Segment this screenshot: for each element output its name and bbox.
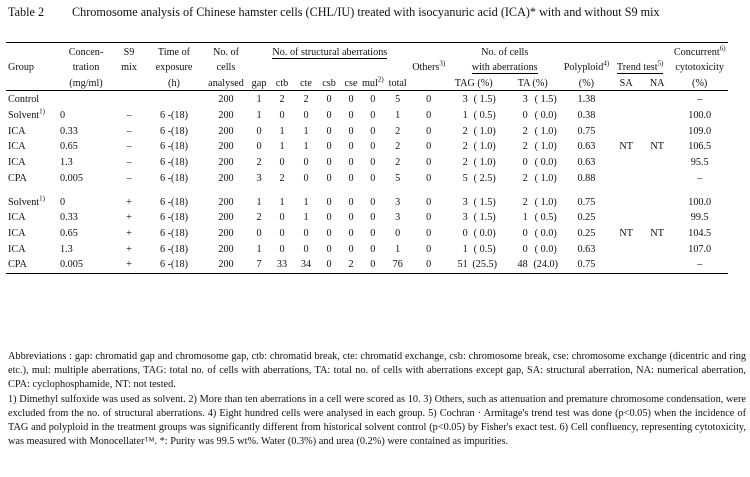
- ta-count-cell: 2: [522, 172, 528, 184]
- ctb-cell: 2: [279, 94, 285, 106]
- tag-count-cell: 3: [462, 196, 468, 208]
- csb-cell: 0: [326, 227, 332, 239]
- cyto-cell: 100.0: [688, 110, 712, 122]
- ta-count-cell: 48: [517, 259, 528, 271]
- ctb-cell: 1: [279, 141, 285, 153]
- group-header: Group: [8, 62, 35, 74]
- time-cell: 6 -(18): [159, 196, 188, 208]
- others-cell: 0: [426, 94, 432, 106]
- ncells-header-1: No. of: [212, 46, 240, 58]
- tag-pct-cell: ( 0.5): [473, 243, 496, 255]
- ta-pct-cell: ( 1.0): [534, 172, 557, 184]
- cse-cell: 0: [348, 157, 354, 169]
- polyploid-cell: 0.88: [577, 172, 596, 184]
- group-name: Control: [8, 94, 40, 106]
- na-cell: [643, 92, 671, 108]
- cyto-cell: 106.5: [688, 141, 712, 153]
- ta-header: TA (%): [517, 78, 548, 90]
- na-cell: NT: [650, 227, 664, 239]
- cte-cell: 1: [303, 125, 309, 137]
- csb-header: csb: [322, 78, 336, 90]
- gap-cell: 0: [256, 125, 262, 137]
- cse-cell: 2: [348, 259, 354, 271]
- conc-header-1: Concen-: [68, 46, 104, 58]
- gap-cell: 0: [256, 227, 262, 239]
- cyto-cell: 95.5: [690, 157, 709, 169]
- total-cell: 1: [395, 243, 401, 255]
- tag-pct-cell: ( 1.0): [473, 125, 496, 137]
- table-row: [6, 171, 728, 187]
- ta-count-cell: 2: [522, 125, 528, 137]
- cells-ab-header-1: No. of cells: [481, 46, 529, 58]
- ta-pct-cell: (24.0): [533, 259, 559, 271]
- table-row: [6, 226, 728, 242]
- s9-cell: [114, 92, 144, 108]
- mul-cell: 0: [370, 110, 376, 122]
- conc-cell: 0.65: [60, 227, 78, 239]
- csb-cell: 0: [326, 157, 332, 169]
- ta-pct-cell: ( 0.0): [534, 227, 557, 239]
- cse-cell: 0: [348, 243, 354, 255]
- sa-header: SA: [619, 78, 633, 90]
- ncells-cell: 200: [218, 259, 234, 271]
- cse-cell: 0: [348, 227, 354, 239]
- cyto-header-2: cytotoxicity: [675, 62, 725, 74]
- time-header-3: (h): [168, 78, 180, 90]
- cyto-header-3: (%): [692, 78, 708, 90]
- ctb-cell: 2: [279, 172, 285, 184]
- ctb-cell: 0: [279, 227, 285, 239]
- csb-cell: 0: [326, 259, 332, 271]
- cse-cell: 0: [348, 125, 354, 137]
- mul-cell: 0: [370, 141, 376, 153]
- mul-cell: 0: [370, 125, 376, 137]
- group-cell: [6, 257, 58, 273]
- csb-cell: 0: [326, 125, 332, 137]
- s9-cell: –: [126, 157, 132, 169]
- time-header-2: exposure: [155, 62, 193, 74]
- ncells-header-3: analysed: [208, 78, 244, 90]
- s9-header-1: S9: [123, 46, 135, 58]
- tag-count-cell: 2: [462, 141, 468, 153]
- mul-cell: 0: [370, 196, 376, 208]
- cyto-cell: 100.0: [688, 196, 712, 208]
- ncells-header-2: cells: [216, 62, 236, 74]
- time-cell: [144, 92, 204, 108]
- time-cell: 6 -(18): [159, 227, 188, 239]
- group-cell: [6, 92, 58, 108]
- mul-cell: 0: [370, 212, 376, 224]
- table-notes: [8, 350, 746, 449]
- ta-count-cell: 0: [522, 157, 528, 169]
- s9-header-2: mix: [121, 62, 137, 74]
- cte-cell: 0: [303, 227, 309, 239]
- na-cell: [643, 210, 671, 226]
- cyto-header-1: Concurrent$^{6)}$: [673, 44, 726, 58]
- ta-pct-cell: ( 1.5): [534, 94, 557, 106]
- mul-cell: 0: [370, 243, 376, 255]
- cse-cell: 0: [348, 110, 354, 122]
- mul-header: mul$^{2)}$: [362, 75, 384, 90]
- total-cell: 5: [395, 172, 401, 184]
- polyploid-cell: 0.63: [577, 141, 596, 153]
- csb-cell: 0: [326, 94, 332, 106]
- gap-cell: 3: [256, 172, 262, 184]
- ctb-cell: 0: [279, 157, 285, 169]
- ncells-cell: 200: [218, 172, 234, 184]
- csb-cell: 0: [326, 243, 332, 255]
- total-cell: 2: [395, 157, 401, 169]
- sa-cell: [609, 210, 643, 226]
- struct-span-header: No. of structural aberrations: [272, 46, 388, 58]
- s9-cell: –: [126, 125, 132, 137]
- tag-pct-cell: ( 1.5): [473, 94, 496, 106]
- cte-cell: 1: [303, 141, 309, 153]
- group-name: ICA: [8, 212, 26, 224]
- conc-cell: 0.005: [60, 259, 83, 271]
- na-cell: [643, 257, 671, 273]
- tag-pct-cell: (25.5): [472, 259, 498, 271]
- conc-cell: 0: [60, 196, 66, 208]
- s9-cell: –: [126, 172, 132, 184]
- cells-ab-header-2: with aberrations: [471, 62, 538, 74]
- table-row: [6, 257, 728, 273]
- others-cell: 0: [426, 196, 432, 208]
- gap-cell: 0: [256, 141, 262, 153]
- sa-cell: [609, 194, 643, 210]
- tag-count-cell: 1: [462, 110, 468, 122]
- polyploid-header: Polyploid$^{4)}$: [563, 59, 610, 74]
- s9-cell: –: [126, 110, 132, 122]
- cte-cell: 1: [303, 212, 309, 224]
- group-cell: [6, 241, 58, 257]
- group-cell: [6, 171, 58, 187]
- others-cell: 0: [426, 157, 432, 169]
- sa-cell: [609, 123, 643, 139]
- cyto-cell: 107.0: [688, 243, 712, 255]
- cyto-cell: –: [697, 259, 703, 271]
- ctb-cell: 0: [279, 110, 285, 122]
- table-row: [6, 108, 728, 124]
- time-cell: 6 -(18): [159, 157, 188, 169]
- total-cell: 5: [395, 94, 401, 106]
- mul-cell: 0: [370, 259, 376, 271]
- total-header: total: [388, 78, 407, 90]
- cse-header: cse: [344, 78, 358, 90]
- ncells-cell: 200: [218, 196, 234, 208]
- polyploid-cell: 0.63: [577, 243, 596, 255]
- footnote-marker: 1): [39, 107, 45, 116]
- ta-pct-cell: ( 0.0): [534, 243, 557, 255]
- group-cell: [6, 123, 58, 139]
- time-cell: 6 -(18): [159, 141, 188, 153]
- s9-cell: +: [126, 212, 132, 224]
- others-cell: 0: [426, 125, 432, 137]
- gap-header: gap: [251, 78, 267, 90]
- total-cell: 2: [395, 141, 401, 153]
- ncells-cell: 200: [218, 212, 234, 224]
- na-cell: [643, 171, 671, 187]
- cte-cell: 2: [303, 94, 309, 106]
- group-name: ICA: [8, 141, 26, 153]
- polyploid-cell: 0.75: [577, 196, 596, 208]
- tag-pct-cell: ( 1.5): [473, 196, 496, 208]
- ctb-cell: 1: [279, 125, 285, 137]
- sa-cell: [609, 108, 643, 124]
- time-cell: 6 -(18): [159, 125, 188, 137]
- ctb-header: ctb: [275, 78, 289, 90]
- abbreviations-note: Abbreviations : gap: chromatid gap and chromosome gap, ctb: chromatid break, cte: chromatid exchange, csb: chromosome break, cse: chromosome exchange (dicentric and ring etc.), mul: multiple aberrations, TAG: total no. of cells with aberrations, TA: total no. of cells with aberrations except gap, SA: structural aberration, NA: numerical aberration, CPA: cyclophosphamide, NT: not tested.: [8, 351, 746, 391]
- footnote-marker: 1): [39, 194, 45, 203]
- time-cell: 6 -(18): [159, 110, 188, 122]
- group-cell: [6, 226, 58, 242]
- others-cell: 0: [426, 110, 432, 122]
- gap-cell: 7: [256, 259, 262, 271]
- csb-cell: 0: [326, 141, 332, 153]
- others-header: Others$^{3)}$: [412, 59, 446, 74]
- ncells-cell: 200: [218, 227, 234, 239]
- conc-cell: 0.005: [60, 172, 83, 184]
- tag-count-cell: 1: [462, 243, 468, 255]
- conc-header-2: tration: [72, 62, 100, 74]
- tag-pct-cell: ( 0.5): [473, 110, 496, 122]
- group-cell: [6, 155, 58, 171]
- row-spacer: [6, 186, 728, 194]
- polyploid-unit-header: (%): [578, 78, 595, 90]
- table-label: Table 2: [8, 5, 45, 19]
- cyto-cell: 109.0: [688, 125, 712, 137]
- cte-cell: 0: [303, 110, 309, 122]
- table-row: [6, 92, 728, 108]
- time-cell: 6 -(18): [159, 212, 188, 224]
- csb-cell: 0: [326, 110, 332, 122]
- ncells-cell: 200: [218, 157, 234, 169]
- sa-cell: NT: [619, 227, 633, 239]
- group-cell: [6, 108, 58, 124]
- sa-cell: [609, 155, 643, 171]
- table-row: [6, 155, 728, 171]
- table-row: [6, 210, 728, 226]
- mul-cell: 0: [370, 94, 376, 106]
- group-cell: [6, 194, 58, 210]
- mul-cell: 0: [370, 172, 376, 184]
- group-name: CPA: [8, 259, 27, 271]
- rows-with-s9: [6, 194, 728, 273]
- total-cell: 76: [392, 259, 403, 271]
- cyto-cell: –: [697, 172, 703, 184]
- sa-cell: [609, 241, 643, 257]
- cse-cell: 0: [348, 94, 354, 106]
- time-cell: 6 -(18): [159, 243, 188, 255]
- ta-pct-cell: ( 1.0): [534, 196, 557, 208]
- s9-cell: +: [126, 243, 132, 255]
- ncells-cell: 200: [218, 141, 234, 153]
- group-name: CPA: [8, 172, 27, 184]
- cse-cell: 0: [348, 172, 354, 184]
- ta-count-cell: 0: [522, 110, 528, 122]
- gap-cell: 1: [256, 243, 262, 255]
- polyploid-cell: 0.25: [577, 227, 596, 239]
- ta-count-cell: 2: [522, 196, 528, 208]
- csb-cell: 0: [326, 196, 332, 208]
- ta-pct-cell: ( 0.5): [534, 212, 557, 224]
- conc-cell: 0.33: [60, 125, 78, 137]
- tag-count-cell: 3: [462, 212, 468, 224]
- polyploid-cell: 0.63: [577, 157, 596, 169]
- s9-cell: +: [126, 196, 132, 208]
- others-cell: 0: [426, 227, 432, 239]
- time-cell: 6 -(18): [159, 259, 188, 271]
- cyto-cell: –: [697, 94, 703, 106]
- group-name: Solvent: [8, 196, 40, 208]
- conc-cell: 0.65: [60, 141, 78, 153]
- sa-cell: [609, 257, 643, 273]
- conc-cell: 1.3: [60, 243, 73, 255]
- total-cell: 0: [395, 227, 401, 239]
- trend-header: Trend test$^{5)}$: [616, 59, 664, 74]
- gap-cell: 1: [256, 196, 262, 208]
- rows-without-s9: [6, 92, 728, 186]
- cse-cell: 0: [348, 212, 354, 224]
- chromosome-table: [6, 42, 728, 274]
- na-cell: [643, 194, 671, 210]
- na-cell: [643, 155, 671, 171]
- total-cell: 2: [395, 125, 401, 137]
- ta-count-cell: 2: [522, 141, 528, 153]
- conc-cell: 0.33: [60, 212, 78, 224]
- tag-header: TAG (%): [454, 78, 493, 90]
- sa-cell: [609, 92, 643, 108]
- footnotes: 1) Dimethyl sulfoxide was used as solvent. 2) More than ten aberrations in a cell were scored as 10. 3) Others, such as attenuation and premature chromosome condensation, were excluded from the no. of structural aberrations. 4) Eight hundred cells were analysed in each group. 5) Cochran · Armitage's trend test was done (p<0.05) when the incidence of TAG and polyploid in the treatment groups was significantly different from historical solvent control (p<0.05) by Fisher's exact test. 6) Cell confluency, representing cytotoxicity, was measured with Monocellater™. *: Purity was 99.5 wt%. Water (0.3%) and urea (0.2%) were contained as impurities.: [8, 393, 746, 448]
- tag-count-cell: 51: [457, 259, 468, 271]
- csb-cell: 0: [326, 212, 332, 224]
- total-cell: 3: [395, 196, 401, 208]
- cte-cell: 1: [303, 196, 309, 208]
- ta-pct-cell: ( 0.0): [534, 157, 557, 169]
- ncells-cell: 200: [218, 110, 234, 122]
- table-row: [6, 139, 728, 155]
- cse-cell: 0: [348, 141, 354, 153]
- tag-pct-cell: ( 1.0): [473, 141, 496, 153]
- time-cell: 6 -(18): [159, 172, 188, 184]
- ncells-cell: 200: [218, 125, 234, 137]
- mul-cell: 0: [370, 157, 376, 169]
- na-cell: [643, 108, 671, 124]
- ctb-cell: 0: [279, 212, 285, 224]
- cte-header: cte: [300, 78, 312, 90]
- group-name: ICA: [8, 125, 26, 137]
- cte-cell: 34: [300, 259, 312, 271]
- others-cell: 0: [426, 212, 432, 224]
- ncells-cell: 200: [218, 94, 234, 106]
- total-cell: 3: [395, 212, 401, 224]
- tag-pct-cell: ( 2.5): [473, 172, 496, 184]
- conc-header-3: (mg/ml): [69, 78, 103, 90]
- tag-count-cell: 5: [462, 172, 468, 184]
- sa-cell: [609, 171, 643, 187]
- cte-cell: 0: [303, 172, 309, 184]
- group-name: ICA: [8, 227, 26, 239]
- polyploid-cell: 0.75: [577, 259, 596, 271]
- conc-cell: 0: [60, 110, 66, 122]
- ctb-cell: 1: [279, 196, 285, 208]
- tag-count-cell: 2: [462, 125, 468, 137]
- cyto-cell: 104.5: [688, 227, 712, 239]
- total-cell: 1: [395, 110, 401, 122]
- tag-pct-cell: ( 1.5): [473, 212, 496, 224]
- polyploid-cell: 0.38: [577, 110, 596, 122]
- tag-count-cell: 2: [462, 157, 468, 169]
- table-caption: Chromosome analysis of Chinese hamster cells (CHL/IU) treated with isocyanuric acid (ICA)* with and without S9 mix: [72, 5, 660, 19]
- gap-cell: 1: [256, 110, 262, 122]
- group-cell: [6, 210, 58, 226]
- cte-cell: 0: [303, 157, 309, 169]
- table-row: [6, 194, 728, 210]
- tag-count-cell: 0: [462, 227, 468, 239]
- cte-cell: 0: [303, 243, 309, 255]
- gap-cell: 1: [256, 94, 262, 106]
- gap-cell: 2: [256, 157, 262, 169]
- na-cell: [643, 241, 671, 257]
- mul-cell: 0: [370, 227, 376, 239]
- table-row: [6, 241, 728, 257]
- cse-cell: 0: [348, 196, 354, 208]
- time-header-1: Time of: [157, 46, 191, 58]
- polyploid-cell: 1.38: [577, 94, 596, 106]
- ta-count-cell: 1: [522, 212, 528, 224]
- group-name: Solvent: [8, 110, 40, 122]
- tag-pct-cell: ( 1.0): [473, 157, 496, 169]
- table-row: [6, 123, 728, 139]
- ta-count-cell: 0: [522, 227, 528, 239]
- tag-pct-cell: ( 0.0): [473, 227, 496, 239]
- others-cell: 0: [426, 243, 432, 255]
- na-header: NA: [649, 78, 665, 90]
- ta-count-cell: 0: [522, 243, 528, 255]
- s9-cell: –: [126, 141, 132, 153]
- conc-cell: 1.3: [60, 157, 73, 169]
- ta-pct-cell: ( 1.0): [534, 141, 557, 153]
- polyploid-cell: 0.25: [577, 212, 596, 224]
- tag-count-cell: 3: [462, 94, 468, 106]
- ta-pct-cell: ( 1.0): [534, 125, 557, 137]
- others-cell: 0: [426, 141, 432, 153]
- gap-cell: 2: [256, 212, 262, 224]
- csb-cell: 0: [326, 172, 332, 184]
- group-name: ICA: [8, 157, 26, 169]
- ctb-cell: 33: [276, 259, 288, 271]
- na-cell: [643, 123, 671, 139]
- sa-cell: NT: [619, 141, 633, 153]
- conc-cell: [58, 92, 114, 108]
- others-cell: 0: [426, 172, 432, 184]
- ta-count-cell: 3: [522, 94, 528, 106]
- ctb-cell: 0: [279, 243, 285, 255]
- s9-cell: +: [126, 227, 132, 239]
- s9-cell: +: [126, 259, 132, 271]
- ta-pct-cell: ( 0.0): [534, 110, 557, 122]
- polyploid-cell: 0.75: [577, 125, 596, 137]
- group-name: ICA: [8, 243, 26, 255]
- group-cell: [6, 139, 58, 155]
- ncells-cell: 200: [218, 243, 234, 255]
- na-cell: NT: [650, 141, 664, 153]
- cyto-cell: 99.5: [690, 212, 709, 224]
- others-cell: 0: [426, 259, 432, 271]
